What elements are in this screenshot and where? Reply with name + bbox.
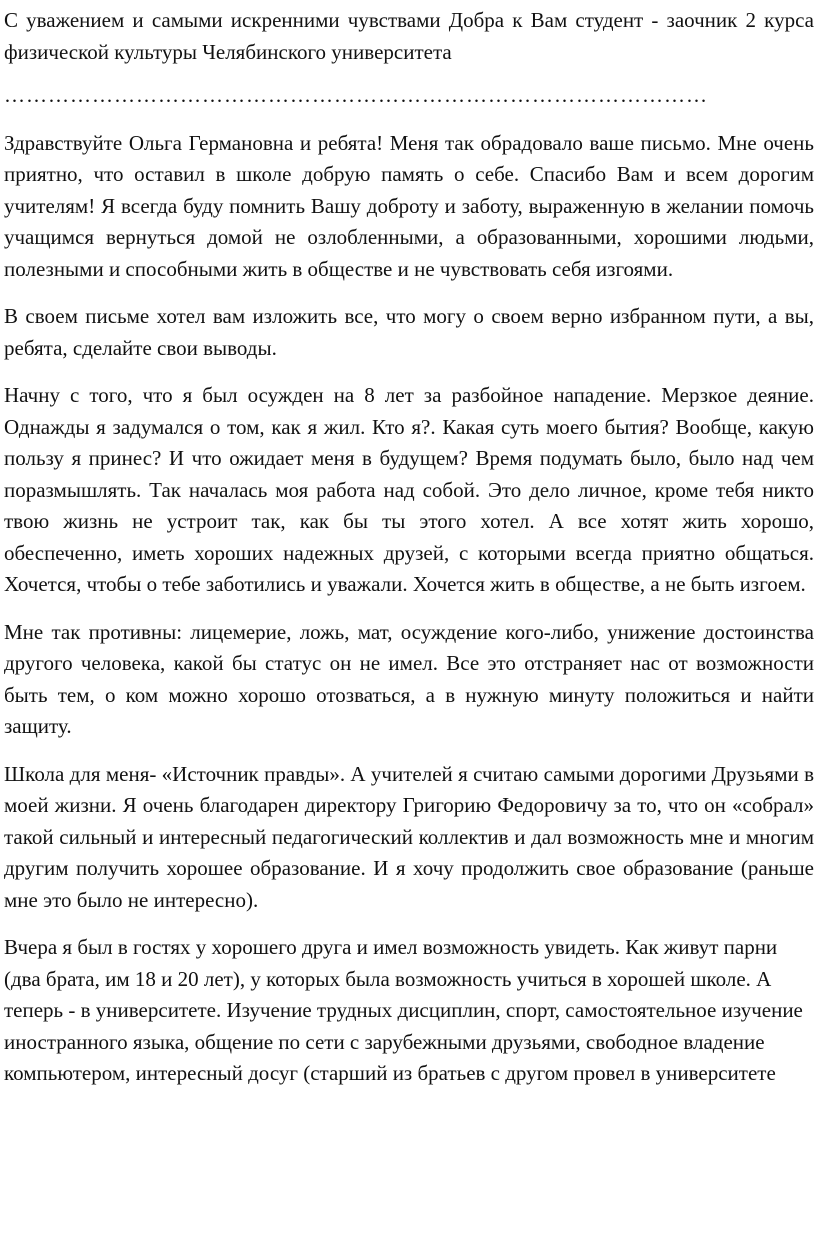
paragraph-school: Школа для меня- «Источник правды». А учителей я считаю самыми дорогими Друзьями в моей жизни. Я очень благодарен директору Григорию Федоровичу за то, что он «собрал» такой сильный и интересный педагогический коллектив и дал возможность мне и многим другим получить хорошее образование. И я хочу продолжить свое образование (раньше мне это было не интересно). xyxy=(4,761,814,912)
paragraph-greeting: Здравствуйте Ольга Германовна и ребята! Меня так обрадовало ваше письмо. Мне очень приятно, что оставил в школе добрую память о себе. Спасибо Вам и всем дорогим учителям! Я всегда буду помнить Вашу доброту и заботу, выраженную в желании помочь учащимся вернуться домой не озлобленными, а образованными, хорошими людьми, полезными и способными жить в обществе и не чувствовать себя изгоями. xyxy=(4,130,814,281)
paragraph-friends: Вчера я был в гостях у хорошего друга и имел возможность увидеть. Как живут парни (два брата, им 18 и 20 лет), у которых была возможность учиться в хорошей школе. А теперь - в университете. Изучение трудных дисциплин, спорт, самостоятельное изучение иностранного языка, общение по сети с зарубежными друзьями, свободное владение компьютером, интересный досуг (старший из братьев с другом провел в университете xyxy=(4,935,803,1085)
paragraph-story: Начну с того, что я был осужден на 8 лет за разбойное нападение. Мерзкое деяние. Однажды я задумался о том, как я жил. Кто я?. Какая суть моего бытия? Вообще, какую пользу я принес? И что ожидает меня в будущем? Время подумать было, было над чем поразмышлять. Так началась моя работа над собой. Это дело личное, кроме тебя никто твою жизнь не устроит так, как бы ты этого хотел. А все хотят жить хорошо, обеспеченно, иметь хороших надежных друзей, с которыми всегда приятно общаться. Хочется, чтобы о тебе заботились и уважали. Хочется жить в обществе, а не быть изгоем. xyxy=(4,383,814,596)
paragraph-intent: В своем письме хотел вам изложить все, что могу о своем верно избранном пути, а вы, ребята, сделайте свои выводы. xyxy=(4,304,814,360)
paragraph-values: Мне так противны: лицемерие, ложь, мат, осуждение кого-либо, унижение достоинства другого человека, какой бы статус он не имел. Все это отстраняет нас от возможности быть тем, о ком можно хорошо отозваться, а в нужную минуту положиться и найти защиту. xyxy=(4,619,814,738)
letter-heading: С уважением и самыми искренними чувствами Добра к Вам студент - заочник 2 курса физической культуры Челябинского университета xyxy=(4,8,814,64)
dotted-separator: …………………………………………………………………………………… xyxy=(4,83,708,107)
